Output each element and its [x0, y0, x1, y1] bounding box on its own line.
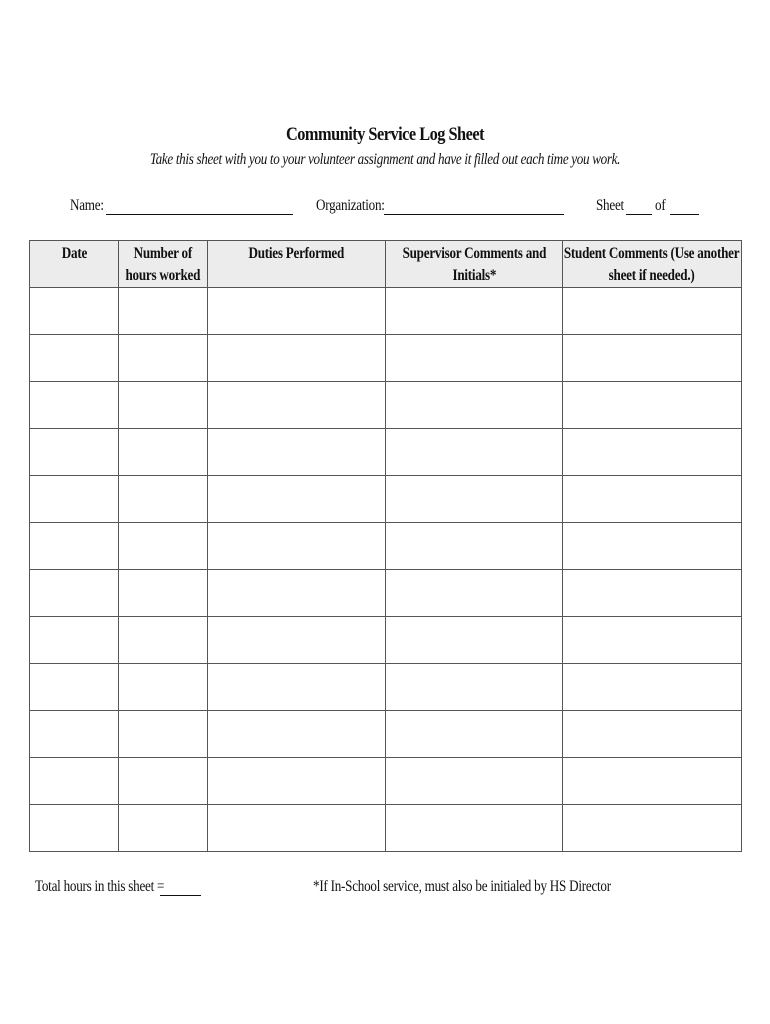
- cell-duties[interactable]: [208, 711, 386, 758]
- column-header-supervisor-comments: Supervisor Comments and Initials*: [386, 241, 563, 288]
- cell-supervisor-comments[interactable]: [386, 476, 563, 523]
- cell-date[interactable]: [30, 476, 119, 523]
- cell-supervisor-comments[interactable]: [386, 429, 563, 476]
- cell-student-comments[interactable]: [563, 758, 742, 805]
- cell-date[interactable]: [30, 758, 119, 805]
- cell-hours[interactable]: [119, 288, 208, 335]
- cell-hours[interactable]: [119, 523, 208, 570]
- sheet-label: Sheet: [596, 197, 624, 214]
- table-header-row: [30, 241, 742, 288]
- cell-duties[interactable]: [208, 382, 386, 429]
- name-field-group: [70, 197, 293, 215]
- cell-supervisor-comments[interactable]: [386, 711, 563, 758]
- column-header-student-comments: Student Comments (Use another sheet if needed.): [563, 241, 742, 288]
- column-header-duties: Duties Performed: [208, 241, 386, 288]
- cell-duties[interactable]: [208, 429, 386, 476]
- cell-date[interactable]: [30, 335, 119, 382]
- cell-supervisor-comments[interactable]: [386, 617, 563, 664]
- organization-field-group: [316, 197, 564, 215]
- cell-date[interactable]: [30, 711, 119, 758]
- total-hours-group: [35, 878, 201, 896]
- cell-hours[interactable]: [119, 476, 208, 523]
- table-row: [30, 711, 742, 758]
- column-header-date: Date: [30, 241, 119, 288]
- cell-duties[interactable]: [208, 476, 386, 523]
- director-note: [313, 878, 676, 896]
- header-fields: [0, 197, 770, 219]
- table-row: [30, 382, 742, 429]
- cell-duties[interactable]: [208, 805, 386, 852]
- organization-label: Organization:: [316, 197, 385, 214]
- table-row: [30, 664, 742, 711]
- cell-hours[interactable]: [119, 335, 208, 382]
- cell-date[interactable]: [30, 664, 119, 711]
- cell-supervisor-comments[interactable]: [386, 382, 563, 429]
- cell-supervisor-comments[interactable]: [386, 664, 563, 711]
- cell-supervisor-comments[interactable]: [386, 570, 563, 617]
- name-input[interactable]: [106, 198, 293, 215]
- cell-duties[interactable]: [208, 617, 386, 664]
- cell-date[interactable]: [30, 429, 119, 476]
- sheet-total-input[interactable]: [670, 198, 699, 215]
- cell-duties[interactable]: [208, 664, 386, 711]
- table-row: [30, 570, 742, 617]
- cell-student-comments[interactable]: [563, 288, 742, 335]
- table-row: [30, 476, 742, 523]
- cell-student-comments[interactable]: [563, 523, 742, 570]
- cell-date[interactable]: [30, 382, 119, 429]
- cell-supervisor-comments[interactable]: [386, 288, 563, 335]
- service-log-table: [29, 240, 742, 852]
- cell-date[interactable]: [30, 617, 119, 664]
- organization-input[interactable]: [384, 198, 564, 215]
- total-hours-label: Total hours in this sheet =: [35, 878, 165, 895]
- director-note-text: *If In-School service, must also be initialed by HS Director: [313, 878, 611, 895]
- cell-duties[interactable]: [208, 758, 386, 805]
- total-hours-input[interactable]: [160, 879, 201, 896]
- cell-date[interactable]: [30, 523, 119, 570]
- of-label: of: [655, 197, 666, 214]
- table-row: [30, 335, 742, 382]
- table-row: [30, 758, 742, 805]
- cell-hours[interactable]: [119, 758, 208, 805]
- table-row: [30, 429, 742, 476]
- cell-duties[interactable]: [208, 523, 386, 570]
- cell-supervisor-comments[interactable]: [386, 758, 563, 805]
- cell-student-comments[interactable]: [563, 664, 742, 711]
- table-body: [30, 288, 742, 852]
- cell-date[interactable]: [30, 805, 119, 852]
- document-title: Community Service Log Sheet: [285, 124, 485, 145]
- table-row: [30, 523, 742, 570]
- cell-date[interactable]: [30, 288, 119, 335]
- cell-student-comments[interactable]: [563, 711, 742, 758]
- cell-student-comments[interactable]: [563, 382, 742, 429]
- cell-date[interactable]: [30, 570, 119, 617]
- cell-student-comments[interactable]: [563, 805, 742, 852]
- cell-supervisor-comments[interactable]: [386, 523, 563, 570]
- cell-duties[interactable]: [208, 570, 386, 617]
- sheet-number-group: [596, 197, 699, 215]
- cell-duties[interactable]: [208, 335, 386, 382]
- document-subtitle: Take this sheet with you to your volunteer assignment and have it filled out each time you work.: [149, 151, 621, 168]
- cell-student-comments[interactable]: [563, 429, 742, 476]
- cell-hours[interactable]: [119, 429, 208, 476]
- cell-hours[interactable]: [119, 382, 208, 429]
- cell-hours[interactable]: [119, 805, 208, 852]
- cell-duties[interactable]: [208, 288, 386, 335]
- cell-supervisor-comments[interactable]: [386, 335, 563, 382]
- cell-student-comments[interactable]: [563, 335, 742, 382]
- cell-student-comments[interactable]: [563, 617, 742, 664]
- column-header-hours: Number of hours worked: [119, 241, 208, 288]
- name-label: Name:: [70, 197, 104, 214]
- cell-supervisor-comments[interactable]: [386, 805, 563, 852]
- cell-hours[interactable]: [119, 617, 208, 664]
- table-row: [30, 288, 742, 335]
- cell-hours[interactable]: [119, 570, 208, 617]
- cell-hours[interactable]: [119, 664, 208, 711]
- table-row: [30, 617, 742, 664]
- table-row: [30, 805, 742, 852]
- cell-student-comments[interactable]: [563, 570, 742, 617]
- cell-hours[interactable]: [119, 711, 208, 758]
- cell-student-comments[interactable]: [563, 476, 742, 523]
- sheet-number-input[interactable]: [626, 198, 652, 215]
